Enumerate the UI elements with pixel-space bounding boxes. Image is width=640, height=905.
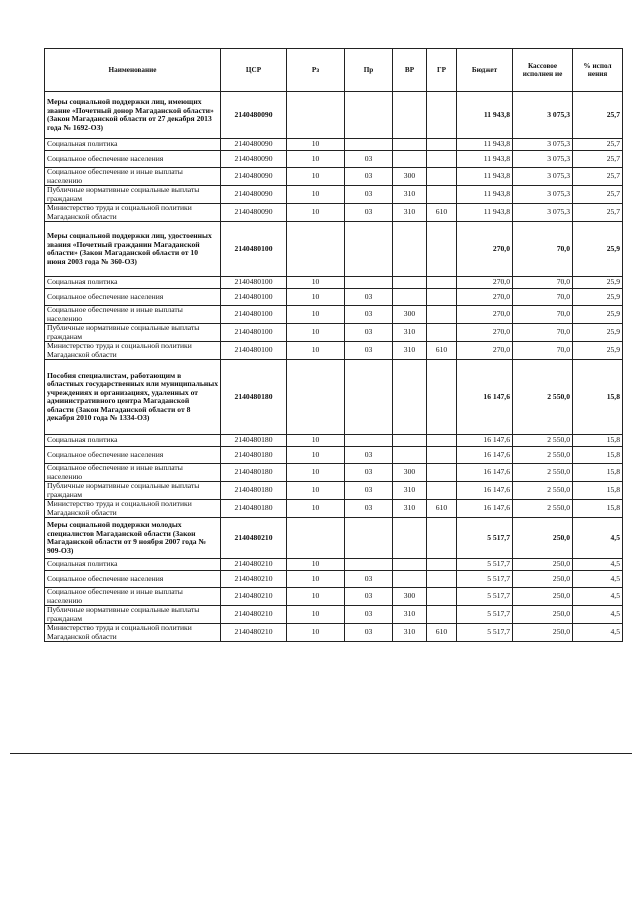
table-cell-rz bbox=[287, 92, 345, 139]
table-cell-pct: 25,7 bbox=[573, 139, 623, 151]
table-cell-pct: 15,8 bbox=[573, 435, 623, 447]
table-cell-pct: 25,7 bbox=[573, 204, 623, 222]
table-cell-pct: 4,5 bbox=[573, 606, 623, 624]
table-cell-vr: 310 bbox=[393, 606, 427, 624]
table-cell-budget: 5 517,7 bbox=[457, 588, 513, 606]
table-cell-gr: 610 bbox=[427, 342, 457, 360]
table-cell-vr bbox=[393, 447, 427, 464]
header-vr: ВР bbox=[393, 49, 427, 92]
table-cell-kassa: 250,0 bbox=[513, 606, 573, 624]
table-cell-csr: 2140480210 bbox=[221, 606, 287, 624]
table-row bbox=[45, 342, 623, 360]
table-cell-pct: 25,7 bbox=[573, 186, 623, 204]
table-row-section bbox=[45, 92, 623, 139]
table-cell-vr: 310 bbox=[393, 186, 427, 204]
table-cell-rz bbox=[287, 222, 345, 277]
table-cell-csr: 2140480180 bbox=[221, 360, 287, 435]
table-cell-vr bbox=[393, 559, 427, 571]
table-cell-gr: 610 bbox=[427, 204, 457, 222]
table-cell-gr bbox=[427, 482, 457, 500]
table-cell-pr: 03 bbox=[345, 204, 393, 222]
table-cell-pr: 03 bbox=[345, 289, 393, 306]
header-gr: ГР bbox=[427, 49, 457, 92]
table-cell-name: Публичные нормативные социальные выплаты гражданам bbox=[45, 606, 221, 624]
table-cell-pct: 4,5 bbox=[573, 559, 623, 571]
header-pct: % испол нения bbox=[573, 49, 623, 92]
table-cell-csr: 2140480090 bbox=[221, 151, 287, 168]
table-row bbox=[45, 168, 623, 186]
table-cell-gr bbox=[427, 435, 457, 447]
table-cell-name: Меры социальной поддержки лиц, удостоенных звания «Почетный гражданин Магаданской области» (Закон Магаданской области от 10 июня 2003 года № 360-ОЗ) bbox=[45, 222, 221, 277]
table-cell-csr: 2140480100 bbox=[221, 324, 287, 342]
table-cell-rz: 10 bbox=[287, 500, 345, 518]
table-cell-csr: 2140480210 bbox=[221, 559, 287, 571]
table-cell-kassa: 250,0 bbox=[513, 571, 573, 588]
table-cell-name: Социальная политика bbox=[45, 435, 221, 447]
table-cell-kassa: 70,0 bbox=[513, 289, 573, 306]
table-row bbox=[45, 606, 623, 624]
table-cell-name: Министерство труда и социальной политики Магаданской области bbox=[45, 500, 221, 518]
header-name: Наименование bbox=[45, 49, 221, 92]
table-cell-name: Социальное обеспечение и иные выплаты населению bbox=[45, 464, 221, 482]
table-cell-rz: 10 bbox=[287, 571, 345, 588]
table-cell-gr bbox=[427, 464, 457, 482]
table-cell-kassa: 70,0 bbox=[513, 342, 573, 360]
table-cell-budget: 16 147,6 bbox=[457, 435, 513, 447]
table-cell-name: Социальное обеспечение населения bbox=[45, 571, 221, 588]
table-cell-gr bbox=[427, 606, 457, 624]
table-cell-budget: 11 943,8 bbox=[457, 151, 513, 168]
table-cell-pct: 25,7 bbox=[573, 151, 623, 168]
table-row bbox=[45, 559, 623, 571]
table-cell-gr bbox=[427, 518, 457, 559]
table-cell-budget: 11 943,8 bbox=[457, 92, 513, 139]
table-row bbox=[45, 204, 623, 222]
table-cell-name: Публичные нормативные социальные выплаты гражданам bbox=[45, 324, 221, 342]
table-cell-budget: 11 943,8 bbox=[457, 139, 513, 151]
table-cell-budget: 16 147,6 bbox=[457, 360, 513, 435]
table-cell-budget: 5 517,7 bbox=[457, 606, 513, 624]
table-header-row bbox=[45, 49, 623, 92]
table-cell-name: Министерство труда и социальной политики Магаданской области bbox=[45, 624, 221, 642]
table-cell-pr: 03 bbox=[345, 588, 393, 606]
table-cell-rz: 10 bbox=[287, 151, 345, 168]
table-cell-vr bbox=[393, 518, 427, 559]
table-cell-kassa: 3 075,3 bbox=[513, 186, 573, 204]
table-cell-rz: 10 bbox=[287, 289, 345, 306]
table-cell-csr: 2140480180 bbox=[221, 435, 287, 447]
table-cell-gr bbox=[427, 289, 457, 306]
table-cell-pct: 15,8 bbox=[573, 464, 623, 482]
table-cell-kassa: 3 075,3 bbox=[513, 92, 573, 139]
table-cell-csr: 2140480210 bbox=[221, 571, 287, 588]
table-cell-csr: 2140480100 bbox=[221, 306, 287, 324]
table-cell-csr: 2140480100 bbox=[221, 342, 287, 360]
table-cell-pct: 25,9 bbox=[573, 342, 623, 360]
table-cell-pr: 03 bbox=[345, 151, 393, 168]
table-cell-name: Публичные нормативные социальные выплаты гражданам bbox=[45, 482, 221, 500]
table-cell-kassa: 70,0 bbox=[513, 324, 573, 342]
table-cell-rz: 10 bbox=[287, 139, 345, 151]
table-cell-rz: 10 bbox=[287, 186, 345, 204]
table-cell-pct: 15,8 bbox=[573, 447, 623, 464]
table-cell-csr: 2140480090 bbox=[221, 92, 287, 139]
table-cell-name: Социальная политика bbox=[45, 277, 221, 289]
table-cell-pr: 03 bbox=[345, 186, 393, 204]
table-cell-gr bbox=[427, 168, 457, 186]
table-cell-pct: 25,9 bbox=[573, 306, 623, 324]
table-cell-budget: 5 517,7 bbox=[457, 571, 513, 588]
table-cell-pr: 03 bbox=[345, 606, 393, 624]
table-cell-vr bbox=[393, 222, 427, 277]
table-cell-vr: 300 bbox=[393, 588, 427, 606]
table-cell-name: Публичные нормативные социальные выплаты гражданам bbox=[45, 186, 221, 204]
table-cell-kassa: 2 550,0 bbox=[513, 500, 573, 518]
table-cell-name: Меры социальной поддержки молодых специалистов Магаданской области (Закон Магаданской области от 9 ноября 2007 года № 909-ОЗ) bbox=[45, 518, 221, 559]
table-cell-pct: 4,5 bbox=[573, 571, 623, 588]
table-cell-pr bbox=[345, 518, 393, 559]
table-cell-pct: 25,9 bbox=[573, 277, 623, 289]
table-cell-budget: 270,0 bbox=[457, 306, 513, 324]
table-cell-gr bbox=[427, 324, 457, 342]
table-cell-pr bbox=[345, 277, 393, 289]
table-cell-rz: 10 bbox=[287, 324, 345, 342]
table-cell-name: Социальная политика bbox=[45, 139, 221, 151]
table-cell-vr: 300 bbox=[393, 168, 427, 186]
table-cell-rz: 10 bbox=[287, 277, 345, 289]
table-cell-rz: 10 bbox=[287, 168, 345, 186]
table-cell-gr bbox=[427, 151, 457, 168]
table-cell-csr: 2140480180 bbox=[221, 464, 287, 482]
table-cell-gr bbox=[427, 186, 457, 204]
table-cell-budget: 5 517,7 bbox=[457, 518, 513, 559]
table-cell-csr: 2140480180 bbox=[221, 482, 287, 500]
table-cell-kassa: 2 550,0 bbox=[513, 447, 573, 464]
table-cell-pr: 03 bbox=[345, 500, 393, 518]
table-cell-name: Министерство труда и социальной политики Магаданской области bbox=[45, 342, 221, 360]
page-bottom-rule bbox=[10, 753, 632, 754]
table-cell-kassa: 3 075,3 bbox=[513, 139, 573, 151]
table-cell-kassa: 70,0 bbox=[513, 277, 573, 289]
table-cell-gr bbox=[427, 306, 457, 324]
table-cell-rz: 10 bbox=[287, 306, 345, 324]
table-cell-gr bbox=[427, 571, 457, 588]
table-cell-csr: 2140480090 bbox=[221, 204, 287, 222]
table-cell-pct: 25,9 bbox=[573, 289, 623, 306]
table-row-section bbox=[45, 360, 623, 435]
table-row bbox=[45, 500, 623, 518]
table-cell-gr bbox=[427, 447, 457, 464]
table-cell-vr bbox=[393, 151, 427, 168]
table-cell-vr: 310 bbox=[393, 482, 427, 500]
table-cell-csr: 2140480210 bbox=[221, 518, 287, 559]
table-cell-pct: 25,7 bbox=[573, 92, 623, 139]
table-cell-budget: 270,0 bbox=[457, 342, 513, 360]
table-cell-pr: 03 bbox=[345, 447, 393, 464]
table-row bbox=[45, 588, 623, 606]
table-row bbox=[45, 289, 623, 306]
table-cell-csr: 2140480100 bbox=[221, 277, 287, 289]
table-cell-budget: 16 147,6 bbox=[457, 482, 513, 500]
table-cell-name: Социальное обеспечение и иные выплаты населению bbox=[45, 588, 221, 606]
table-cell-vr bbox=[393, 92, 427, 139]
table-cell-rz: 10 bbox=[287, 624, 345, 642]
table-cell-pct: 4,5 bbox=[573, 624, 623, 642]
table-cell-kassa: 2 550,0 bbox=[513, 435, 573, 447]
table-cell-pct: 4,5 bbox=[573, 588, 623, 606]
table-cell-pr bbox=[345, 139, 393, 151]
table-cell-pr: 03 bbox=[345, 306, 393, 324]
table-row bbox=[45, 447, 623, 464]
table-cell-name: Меры социальной поддержки лиц, имеющих звание «Почетный донор Магаданской области» (Закон Магаданской области от 27 декабря 2013 года № 1692-ОЗ) bbox=[45, 92, 221, 139]
table-cell-name: Пособия специалистам, работающим в областных государственных или муниципальных учреждениях и организациях, удаленных от административного центра Магаданской области (Закон Магаданской области от 8 декабря 2010 года № 1334-ОЗ) bbox=[45, 360, 221, 435]
table-cell-gr bbox=[427, 222, 457, 277]
table-cell-budget: 11 943,8 bbox=[457, 204, 513, 222]
table-cell-rz: 10 bbox=[287, 588, 345, 606]
table-cell-vr: 310 bbox=[393, 624, 427, 642]
table-cell-csr: 2140480180 bbox=[221, 500, 287, 518]
table-cell-vr bbox=[393, 289, 427, 306]
header-pr: Пр bbox=[345, 49, 393, 92]
table-cell-vr bbox=[393, 435, 427, 447]
table-row bbox=[45, 306, 623, 324]
table-cell-rz: 10 bbox=[287, 342, 345, 360]
table-cell-rz: 10 bbox=[287, 559, 345, 571]
table-cell-budget: 16 147,6 bbox=[457, 464, 513, 482]
table-cell-vr: 300 bbox=[393, 306, 427, 324]
table-cell-vr: 300 bbox=[393, 464, 427, 482]
table-row bbox=[45, 324, 623, 342]
table-cell-pct: 25,9 bbox=[573, 222, 623, 277]
table-cell-pr: 03 bbox=[345, 571, 393, 588]
table-cell-pr: 03 bbox=[345, 324, 393, 342]
table-row bbox=[45, 277, 623, 289]
table-cell-rz: 10 bbox=[287, 204, 345, 222]
table-cell-name: Министерство труда и социальной политики Магаданской области bbox=[45, 204, 221, 222]
table-cell-name: Социальное обеспечение населения bbox=[45, 289, 221, 306]
table-cell-budget: 16 147,6 bbox=[457, 447, 513, 464]
table-cell-pct: 15,8 bbox=[573, 500, 623, 518]
table-cell-pct: 15,8 bbox=[573, 360, 623, 435]
table-cell-name: Социальное обеспечение и иные выплаты населению bbox=[45, 168, 221, 186]
table-cell-kassa: 70,0 bbox=[513, 222, 573, 277]
table-cell-csr: 2140480090 bbox=[221, 139, 287, 151]
table-cell-vr bbox=[393, 360, 427, 435]
table-cell-kassa: 250,0 bbox=[513, 518, 573, 559]
table-cell-pct: 25,7 bbox=[573, 168, 623, 186]
table-cell-pr bbox=[345, 222, 393, 277]
table-cell-pct: 25,9 bbox=[573, 324, 623, 342]
table-row-section bbox=[45, 518, 623, 559]
table-cell-name: Социальное обеспечение и иные выплаты населению bbox=[45, 306, 221, 324]
table-cell-vr bbox=[393, 139, 427, 151]
table-cell-gr bbox=[427, 588, 457, 606]
table-cell-rz: 10 bbox=[287, 464, 345, 482]
table-row bbox=[45, 151, 623, 168]
table-cell-kassa: 250,0 bbox=[513, 559, 573, 571]
table-row bbox=[45, 482, 623, 500]
table-row bbox=[45, 186, 623, 204]
table-cell-gr bbox=[427, 360, 457, 435]
table-cell-pr: 03 bbox=[345, 464, 393, 482]
table-cell-vr: 310 bbox=[393, 342, 427, 360]
table-cell-rz bbox=[287, 360, 345, 435]
table-cell-budget: 5 517,7 bbox=[457, 559, 513, 571]
table-body bbox=[45, 92, 623, 642]
table-cell-vr: 310 bbox=[393, 500, 427, 518]
table-cell-budget: 11 943,8 bbox=[457, 168, 513, 186]
table-cell-pr bbox=[345, 92, 393, 139]
header-csr: ЦСР bbox=[221, 49, 287, 92]
table-cell-rz: 10 bbox=[287, 482, 345, 500]
table-cell-vr bbox=[393, 277, 427, 289]
table-cell-kassa: 250,0 bbox=[513, 588, 573, 606]
table-cell-budget: 5 517,7 bbox=[457, 624, 513, 642]
table-cell-budget: 270,0 bbox=[457, 324, 513, 342]
table-cell-pct: 15,8 bbox=[573, 482, 623, 500]
table-cell-gr bbox=[427, 92, 457, 139]
table-cell-name: Социальное обеспечение населения bbox=[45, 447, 221, 464]
table-cell-pr: 03 bbox=[345, 624, 393, 642]
table-cell-gr bbox=[427, 277, 457, 289]
table-cell-gr: 610 bbox=[427, 624, 457, 642]
table-cell-rz: 10 bbox=[287, 606, 345, 624]
table-cell-kassa: 3 075,3 bbox=[513, 151, 573, 168]
table-cell-csr: 2140480210 bbox=[221, 624, 287, 642]
table-cell-kassa: 2 550,0 bbox=[513, 482, 573, 500]
table-row bbox=[45, 464, 623, 482]
table-cell-rz: 10 bbox=[287, 435, 345, 447]
table-cell-pr: 03 bbox=[345, 168, 393, 186]
table-cell-kassa: 2 550,0 bbox=[513, 360, 573, 435]
table-cell-name: Социальная политика bbox=[45, 559, 221, 571]
table-cell-budget: 270,0 bbox=[457, 277, 513, 289]
table-cell-gr bbox=[427, 559, 457, 571]
table-cell-vr: 310 bbox=[393, 324, 427, 342]
table-cell-csr: 2140480100 bbox=[221, 289, 287, 306]
table-cell-pr bbox=[345, 360, 393, 435]
budget-execution-table bbox=[44, 48, 623, 642]
table-cell-pr bbox=[345, 559, 393, 571]
table-cell-vr bbox=[393, 571, 427, 588]
table-cell-pct: 4,5 bbox=[573, 518, 623, 559]
table-cell-kassa: 70,0 bbox=[513, 306, 573, 324]
table-cell-vr: 310 bbox=[393, 204, 427, 222]
table-cell-csr: 2140480180 bbox=[221, 447, 287, 464]
table-cell-csr: 2140480090 bbox=[221, 168, 287, 186]
table-cell-budget: 270,0 bbox=[457, 289, 513, 306]
table-cell-csr: 2140480100 bbox=[221, 222, 287, 277]
table-row bbox=[45, 139, 623, 151]
header-kassa: Кассовое исполнен ие bbox=[513, 49, 573, 92]
table-cell-csr: 2140480090 bbox=[221, 186, 287, 204]
header-rz: Рз bbox=[287, 49, 345, 92]
table-cell-name: Социальное обеспечение населения bbox=[45, 151, 221, 168]
table-cell-budget: 11 943,8 bbox=[457, 186, 513, 204]
table-row-section bbox=[45, 222, 623, 277]
table-cell-rz: 10 bbox=[287, 447, 345, 464]
table-row bbox=[45, 624, 623, 642]
table-cell-kassa: 3 075,3 bbox=[513, 204, 573, 222]
table-cell-csr: 2140480210 bbox=[221, 588, 287, 606]
table-row bbox=[45, 435, 623, 447]
table-cell-pr: 03 bbox=[345, 342, 393, 360]
table-cell-budget: 270,0 bbox=[457, 222, 513, 277]
table-cell-kassa: 3 075,3 bbox=[513, 168, 573, 186]
table-cell-budget: 16 147,6 bbox=[457, 500, 513, 518]
table-row bbox=[45, 571, 623, 588]
table-cell-kassa: 2 550,0 bbox=[513, 464, 573, 482]
table-cell-pr: 03 bbox=[345, 482, 393, 500]
table-cell-kassa: 250,0 bbox=[513, 624, 573, 642]
table-cell-rz bbox=[287, 518, 345, 559]
table-cell-pr bbox=[345, 435, 393, 447]
table-cell-gr bbox=[427, 139, 457, 151]
table-cell-gr: 610 bbox=[427, 500, 457, 518]
header-budget: Бюджет bbox=[457, 49, 513, 92]
